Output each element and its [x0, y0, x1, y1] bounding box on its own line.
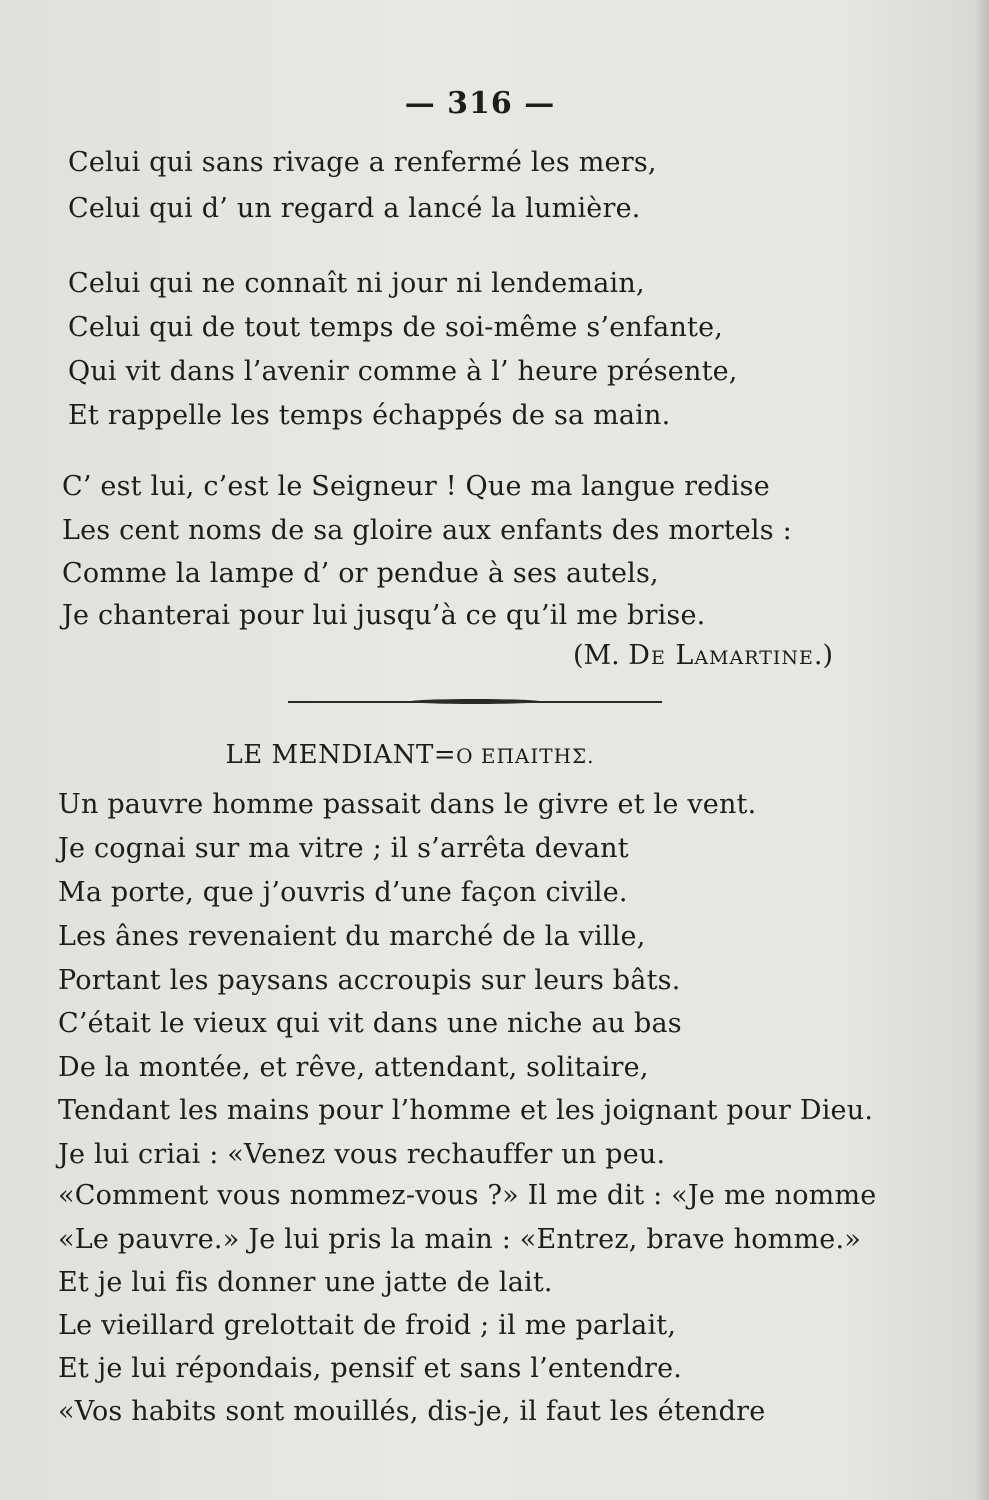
verse-line: Comme la lampe d’ or pendue à ses autels, [62, 558, 659, 589]
verse-line: Les cent noms de sa gloire aux enfants des mortels : [62, 515, 792, 546]
verse-line: Je chanterai pour lui jusqu’à ce qu’il me brise. [62, 600, 706, 631]
verse-line: Portant les paysans accroupis sur leurs bâts. [58, 965, 681, 996]
verse-line: Et je lui fis donner une jatte de lait. [58, 1267, 553, 1298]
verse-line: «Vos habits sont mouillés, dis-je, il faut les étendre [58, 1396, 766, 1427]
verse-line: Et rappelle les temps échappés de sa main. [68, 400, 671, 431]
verse-line: Tendant les mains pour l’homme et les joignant pour Dieu. [58, 1095, 874, 1126]
verse-line: «Comment vous nommez-vous ?» Il me dit : «Je me nomme [58, 1180, 877, 1211]
poem-title-separator: = [433, 740, 457, 770]
poem-title-latin: LE MENDIANT [225, 740, 434, 770]
poem-title-greek: Ο ΕΠΑΙΤΗΣ. [456, 744, 595, 768]
attribution-close: .) [813, 640, 833, 671]
verse-line: C’était le vieux qui vit dans une niche au bas [58, 1008, 682, 1039]
verse-line: Celui qui de tout temps de soi-même s’enfante, [68, 312, 724, 343]
verse-line: C’ est lui, c’est le Seigneur ! Que ma langue redise [62, 471, 770, 502]
verse-line: Celui qui sans rivage a renfermé les mers, [68, 147, 657, 178]
attribution [573, 636, 833, 676]
attribution-open: (M. [572, 640, 629, 671]
verse-line: Je cognai sur ma vitre ; il s’arrêta devant [58, 833, 629, 864]
author-name: De Lamartine [628, 640, 814, 671]
section-divider-ornament [410, 699, 540, 704]
page-number: — 316 — [404, 86, 556, 121]
verse-line: Un pauvre homme passait dans le givre et le vent. [58, 789, 757, 820]
verse-line: Les ânes revenaient du marché de la ville, [58, 921, 646, 952]
verse-line: «Le pauvre.» Je lui pris la main : «Entrez, brave homme.» [58, 1224, 861, 1255]
verse-line: De la montée, et rêve, attendant, solitaire, [58, 1052, 649, 1083]
poem-title [0, 740, 820, 770]
verse-line: Et je lui répondais, pensif et sans l’entendre. [58, 1353, 683, 1384]
verse-line: Je lui criai : «Venez vous rechauffer un peu. [58, 1139, 666, 1170]
verse-line: Celui qui d’ un regard a lancé la lumière. [68, 193, 641, 224]
verse-line: Le vieillard grelottait de froid ; il me parlait, [58, 1310, 677, 1341]
verse-line: Ma porte, que j’ouvris d’une façon civile. [58, 877, 628, 908]
verse-line: Celui qui ne connaît ni jour ni lendemain, [68, 268, 645, 299]
verse-line: Qui vit dans l’avenir comme à l’ heure présente, [68, 356, 738, 387]
page-edge-shadow [975, 0, 989, 1500]
